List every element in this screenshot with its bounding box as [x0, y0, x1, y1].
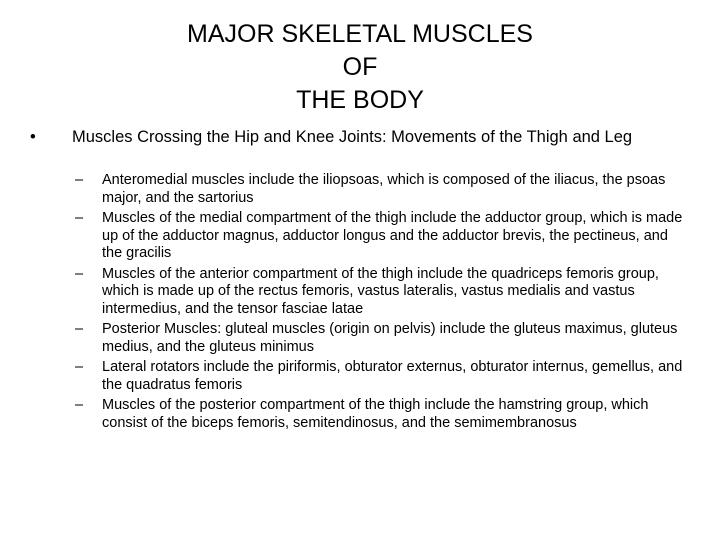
- bullet-marker: •: [30, 128, 36, 146]
- dash-marker: –: [75, 359, 84, 376]
- sub-bullet-text: Lateral rotators include the piriformis, obturator externus, obturator internus, gemellus, and the quadratus femoris: [102, 359, 683, 393]
- title-line-3: THE BODY: [296, 86, 424, 114]
- dash-marker: –: [75, 172, 84, 188]
- sub-bullet-item: [75, 397, 685, 432]
- main-bullet-point: [30, 127, 690, 147]
- sub-bullet-text: Muscles of the anterior compartment of the thigh include the quadriceps femoris group, which is made up of the rectus femoris, vastus lateralis, vastus medialis and vastus intermedius, and the tensor fasciae latae: [102, 265, 659, 317]
- title-line-1: MAJOR SKELETAL MUSCLES: [187, 20, 533, 48]
- sub-bullet-list: [75, 172, 685, 435]
- dash-marker: –: [75, 396, 84, 413]
- sub-bullet-item: [75, 172, 685, 207]
- sub-bullet-text: Muscles of the posterior compartment of the thigh include the hamstring group, which consist of the biceps femoris, semitendinosus, and the semimembranosus: [102, 396, 649, 431]
- dash-marker: –: [75, 209, 84, 226]
- sub-bullet-item: [75, 266, 685, 319]
- main-bullet-text: Muscles Crossing the Hip and Knee Joints: Movements of the Thigh and Leg: [72, 128, 633, 146]
- dash-marker: –: [75, 321, 84, 338]
- dash-marker: –: [75, 265, 84, 282]
- title-line-2: OF: [342, 53, 378, 81]
- sub-bullet-item: [75, 359, 685, 394]
- sub-bullet-item: [75, 210, 685, 263]
- sub-bullet-item: [75, 321, 685, 356]
- slide-title: [0, 18, 720, 117]
- sub-bullet-text: Posterior Muscles: gluteal muscles (origin on pelvis) include the gluteus maximus, gluteus medius, and the gluteus minimus: [102, 321, 678, 355]
- sub-bullet-text: Anteromedial muscles include the iliopsoas, which is composed of the iliacus, the psoas major, and the sartorius: [102, 172, 666, 206]
- sub-bullet-text: Muscles of the medial compartment of the thigh include the adductor group, which is made up of the adductor magnus, adductor longus and the adductor brevis, the pectineus, and the gracilis: [102, 209, 683, 262]
